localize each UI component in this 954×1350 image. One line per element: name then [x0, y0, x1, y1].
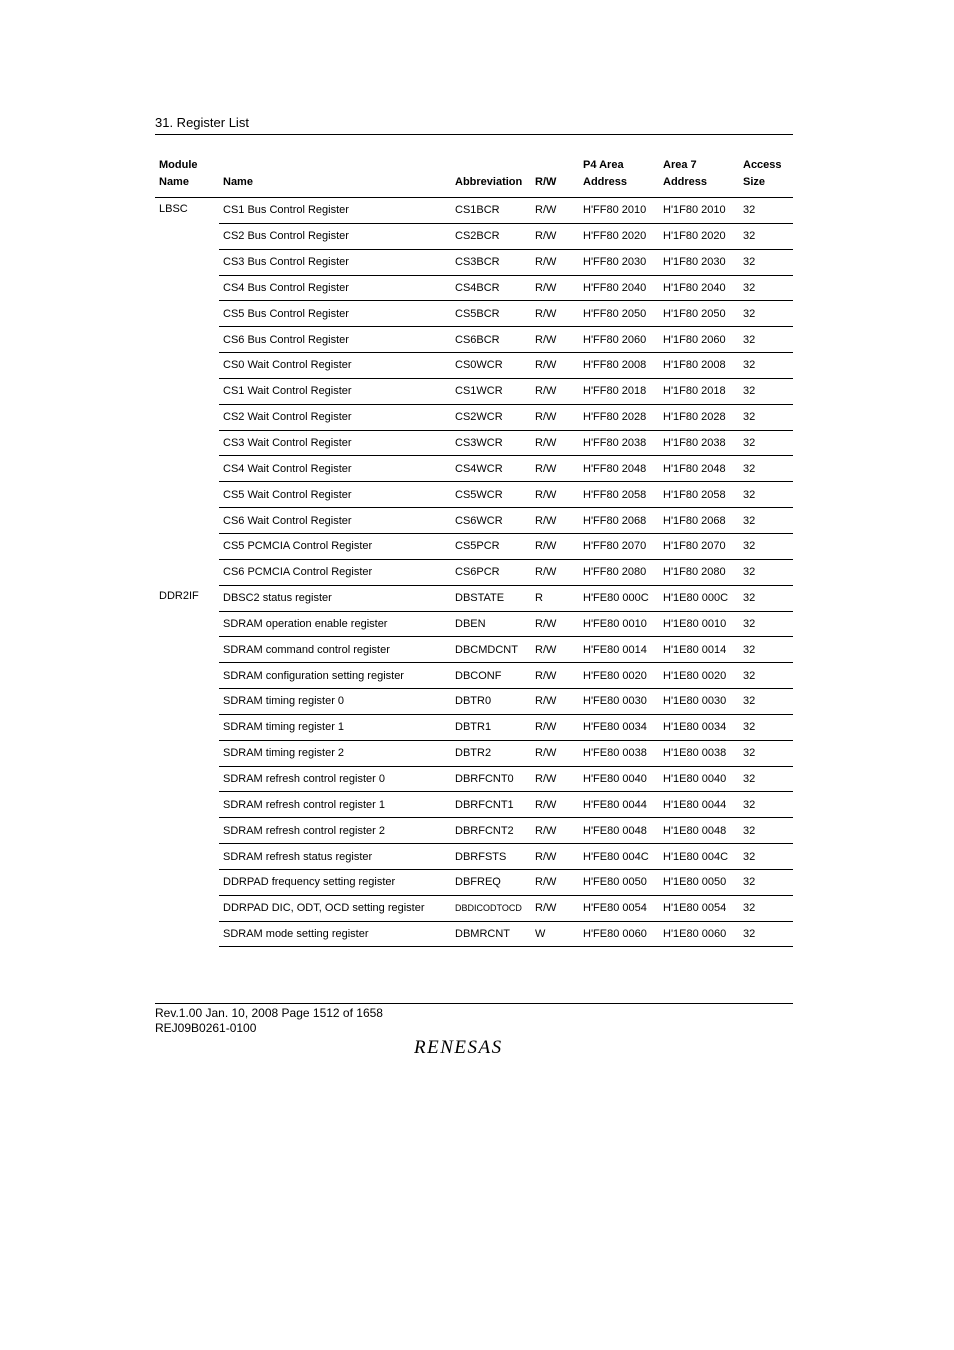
register-p4-address: H'FF80 2068: [579, 508, 659, 534]
register-name: CS0 Wait Control Register: [219, 353, 451, 379]
register-access-size: 32: [739, 456, 793, 482]
table-row: [155, 921, 793, 947]
register-access-size: 32: [739, 740, 793, 766]
table-row: [155, 198, 793, 224]
register-p4-address: H'FE80 0060: [579, 921, 659, 947]
register-area7-address: H'1F80 2048: [659, 456, 739, 482]
revision-info: Rev.1.00 Jan. 10, 2008 Page 1512 of 1658: [155, 1006, 383, 1020]
register-access-size: 32: [739, 353, 793, 379]
register-abbreviation: CS2BCR: [451, 223, 531, 249]
table-row: [155, 585, 793, 611]
register-abbreviation: DBCMDCNT: [451, 637, 531, 663]
register-area7-address: H'1E80 0048: [659, 818, 739, 844]
register-p4-address: H'FF80 2028: [579, 404, 659, 430]
register-name: CS3 Bus Control Register: [219, 249, 451, 275]
register-access-size: 32: [739, 585, 793, 611]
register-access-size: 32: [739, 921, 793, 947]
table-row: [155, 327, 793, 353]
table-row: [155, 740, 793, 766]
register-rw: R/W: [531, 818, 579, 844]
register-name: CS1 Bus Control Register: [219, 198, 451, 224]
register-access-size: 32: [739, 249, 793, 275]
renesas-logo: [414, 1036, 534, 1063]
register-p4-address: H'FF80 2018: [579, 378, 659, 404]
table-row: [155, 766, 793, 792]
table-row: [155, 275, 793, 301]
register-p4-address: H'FF80 2030: [579, 249, 659, 275]
register-name: CS4 Wait Control Register: [219, 456, 451, 482]
header-divider: [155, 134, 793, 135]
register-name: SDRAM timing register 2: [219, 740, 451, 766]
register-p4-address: H'FF80 2010: [579, 198, 659, 224]
register-p4-address: H'FE80 0034: [579, 714, 659, 740]
register-table: [155, 157, 793, 947]
register-access-size: 32: [739, 301, 793, 327]
register-rw: R/W: [531, 327, 579, 353]
register-abbreviation: CS0WCR: [451, 353, 531, 379]
register-name: SDRAM refresh control register 2: [219, 818, 451, 844]
document-number: REJ09B0261-0100: [155, 1021, 257, 1035]
register-rw: R/W: [531, 249, 579, 275]
register-access-size: 32: [739, 689, 793, 715]
register-area7-address: H'1F80 2018: [659, 378, 739, 404]
register-access-size: 32: [739, 792, 793, 818]
table-row: [155, 895, 793, 921]
table-row: [155, 714, 793, 740]
register-rw: R: [531, 585, 579, 611]
register-rw: R/W: [531, 223, 579, 249]
register-area7-address: H'1F80 2038: [659, 430, 739, 456]
table-header-row: [155, 157, 793, 198]
column-header-module: Module Name: [159, 159, 198, 188]
column-header-access-size: Access Size: [743, 159, 782, 188]
register-access-size: 32: [739, 198, 793, 224]
register-rw: R/W: [531, 456, 579, 482]
module-name: LBSC: [159, 203, 188, 215]
register-name: SDRAM configuration setting register: [219, 663, 451, 689]
register-p4-address: H'FF80 2058: [579, 482, 659, 508]
register-abbreviation: CS6BCR: [451, 327, 531, 353]
register-area7-address: H'1E80 0030: [659, 689, 739, 715]
svg-text:RENESAS: RENESAS: [414, 1037, 503, 1058]
register-p4-address: H'FE80 0030: [579, 689, 659, 715]
register-access-size: 32: [739, 533, 793, 559]
table-row: [155, 637, 793, 663]
register-name: SDRAM timing register 0: [219, 689, 451, 715]
table-row: [155, 663, 793, 689]
register-abbreviation: DBTR2: [451, 740, 531, 766]
register-access-size: 32: [739, 869, 793, 895]
register-p4-address: H'FF80 2080: [579, 559, 659, 585]
register-area7-address: H'1E80 0014: [659, 637, 739, 663]
register-p4-address: H'FE80 0038: [579, 740, 659, 766]
register-name: CS6 Wait Control Register: [219, 508, 451, 534]
column-header-area7-address: Area 7 Address: [663, 159, 708, 188]
table-row: [155, 559, 793, 585]
register-name: CS6 PCMCIA Control Register: [219, 559, 451, 585]
register-access-size: 32: [739, 559, 793, 585]
footer-divider: [155, 1003, 793, 1004]
register-rw: R/W: [531, 275, 579, 301]
register-p4-address: H'FF80 2038: [579, 430, 659, 456]
register-rw: R/W: [531, 198, 579, 224]
register-area7-address: H'1F80 2030: [659, 249, 739, 275]
register-area7-address: H'1F80 2060: [659, 327, 739, 353]
register-p4-address: H'FE80 004C: [579, 844, 659, 870]
register-name: CS1 Wait Control Register: [219, 378, 451, 404]
register-abbreviation: DBRFCNT1: [451, 792, 531, 818]
register-rw: R/W: [531, 766, 579, 792]
section-title: 31. Register List: [155, 115, 249, 130]
register-name: SDRAM operation enable register: [219, 611, 451, 637]
module-name: DDR2IF: [159, 590, 199, 603]
register-p4-address: H'FE80 0014: [579, 637, 659, 663]
register-rw: R/W: [531, 378, 579, 404]
register-area7-address: H'1E80 0040: [659, 766, 739, 792]
register-abbreviation: DBCONF: [451, 663, 531, 689]
register-area7-address: H'1F80 2028: [659, 404, 739, 430]
register-access-size: 32: [739, 895, 793, 921]
table-row: [155, 689, 793, 715]
register-name: CS5 Bus Control Register: [219, 301, 451, 327]
register-name: SDRAM mode setting register: [219, 921, 451, 947]
register-abbreviation: DBEN: [451, 611, 531, 637]
table-row: [155, 223, 793, 249]
register-p4-address: H'FE80 0048: [579, 818, 659, 844]
register-rw: R/W: [531, 508, 579, 534]
register-p4-address: H'FE80 0054: [579, 895, 659, 921]
register-abbreviation: DBTR1: [451, 714, 531, 740]
register-abbreviation: DBSTATE: [451, 585, 531, 611]
register-area7-address: H'1E80 000C: [659, 585, 739, 611]
register-access-size: 32: [739, 430, 793, 456]
register-area7-address: H'1E80 0038: [659, 740, 739, 766]
register-rw: R/W: [531, 559, 579, 585]
register-area7-address: H'1F80 2080: [659, 559, 739, 585]
register-name: CS2 Bus Control Register: [219, 223, 451, 249]
register-area7-address: H'1F80 2050: [659, 301, 739, 327]
table-row: [155, 611, 793, 637]
register-area7-address: H'1F80 2020: [659, 223, 739, 249]
register-p4-address: H'FF80 2008: [579, 353, 659, 379]
table-row: [155, 792, 793, 818]
register-abbreviation: CS5WCR: [451, 482, 531, 508]
table-row: [155, 353, 793, 379]
register-abbreviation: CS6PCR: [451, 559, 531, 585]
register-p4-address: H'FE80 0050: [579, 869, 659, 895]
table-row: [155, 404, 793, 430]
register-rw: R/W: [531, 533, 579, 559]
register-access-size: 32: [739, 818, 793, 844]
table-row: [155, 508, 793, 534]
register-name: DDRPAD frequency setting register: [219, 869, 451, 895]
register-access-size: 32: [739, 766, 793, 792]
register-name: CS3 Wait Control Register: [219, 430, 451, 456]
register-abbreviation: CS3BCR: [451, 249, 531, 275]
register-area7-address: H'1E80 004C: [659, 844, 739, 870]
register-abbreviation: CS1WCR: [451, 378, 531, 404]
register-abbreviation: CS4WCR: [451, 456, 531, 482]
register-p4-address: H'FE80 0044: [579, 792, 659, 818]
register-name: CS2 Wait Control Register: [219, 404, 451, 430]
register-abbreviation: DBRFCNT0: [451, 766, 531, 792]
column-header-abbreviation: Abbreviation: [455, 176, 523, 188]
register-rw: R/W: [531, 663, 579, 689]
register-rw: R/W: [531, 611, 579, 637]
column-header-p4-address: P4 Area Address: [583, 159, 628, 188]
register-rw: R/W: [531, 740, 579, 766]
register-abbreviation: CS2WCR: [451, 404, 531, 430]
register-area7-address: H'1F80 2068: [659, 508, 739, 534]
register-area7-address: H'1F80 2010: [659, 198, 739, 224]
register-access-size: 32: [739, 223, 793, 249]
register-rw: R/W: [531, 301, 579, 327]
register-access-size: 32: [739, 327, 793, 353]
register-access-size: 32: [739, 663, 793, 689]
table-row: [155, 301, 793, 327]
register-area7-address: H'1E80 0054: [659, 895, 739, 921]
register-rw: R/W: [531, 353, 579, 379]
register-area7-address: H'1E80 0060: [659, 921, 739, 947]
column-header-rw: R/W: [535, 176, 557, 188]
register-name: SDRAM command control register: [219, 637, 451, 663]
register-access-size: 32: [739, 611, 793, 637]
register-name: SDRAM timing register 1: [219, 714, 451, 740]
register-abbreviation: DBFREQ: [451, 869, 531, 895]
register-area7-address: H'1F80 2058: [659, 482, 739, 508]
table-row: [155, 844, 793, 870]
register-abbreviation: DBMRCNT: [451, 921, 531, 947]
register-rw: W: [531, 921, 579, 947]
table-row: [155, 378, 793, 404]
register-p4-address: H'FF80 2070: [579, 533, 659, 559]
register-area7-address: H'1E80 0010: [659, 611, 739, 637]
register-abbreviation: DBRFCNT2: [451, 818, 531, 844]
table-row: [155, 456, 793, 482]
register-rw: R/W: [531, 430, 579, 456]
register-abbreviation: CS3WCR: [451, 430, 531, 456]
register-access-size: 32: [739, 637, 793, 663]
table-row: [155, 430, 793, 456]
register-access-size: 32: [739, 378, 793, 404]
register-abbreviation: CS1BCR: [451, 198, 531, 224]
register-rw: R/W: [531, 689, 579, 715]
register-area7-address: H'1E80 0050: [659, 869, 739, 895]
register-rw: R/W: [531, 637, 579, 663]
register-name: CS4 Bus Control Register: [219, 275, 451, 301]
register-p4-address: H'FF80 2060: [579, 327, 659, 353]
register-p4-address: H'FE80 0020: [579, 663, 659, 689]
register-access-size: 32: [739, 482, 793, 508]
register-area7-address: H'1F80 2070: [659, 533, 739, 559]
register-area7-address: H'1E80 0020: [659, 663, 739, 689]
register-access-size: 32: [739, 275, 793, 301]
register-p4-address: H'FE80 0010: [579, 611, 659, 637]
register-area7-address: H'1E80 0034: [659, 714, 739, 740]
register-abbreviation: CS4BCR: [451, 275, 531, 301]
register-rw: R/W: [531, 482, 579, 508]
register-name: SDRAM refresh status register: [219, 844, 451, 870]
register-access-size: 32: [739, 844, 793, 870]
register-p4-address: H'FF80 2050: [579, 301, 659, 327]
register-p4-address: H'FE80 000C: [579, 585, 659, 611]
register-abbreviation: CS6WCR: [451, 508, 531, 534]
register-abbreviation: CS5BCR: [451, 301, 531, 327]
register-name: CS6 Bus Control Register: [219, 327, 451, 353]
register-area7-address: H'1F80 2008: [659, 353, 739, 379]
register-rw: R/W: [531, 714, 579, 740]
table-row: [155, 818, 793, 844]
register-name: DBSC2 status register: [219, 585, 451, 611]
register-p4-address: H'FF80 2020: [579, 223, 659, 249]
register-abbreviation: DBTR0: [451, 689, 531, 715]
register-name: SDRAM refresh control register 0: [219, 766, 451, 792]
register-area7-address: H'1F80 2040: [659, 275, 739, 301]
register-abbreviation: DBRFSTS: [451, 844, 531, 870]
register-access-size: 32: [739, 404, 793, 430]
register-rw: R/W: [531, 869, 579, 895]
register-p4-address: H'FE80 0040: [579, 766, 659, 792]
table-row: [155, 869, 793, 895]
register-rw: R/W: [531, 792, 579, 818]
column-header-name: Name: [223, 176, 253, 188]
register-abbreviation: DBDICODTOCD: [451, 895, 531, 921]
register-name: CS5 PCMCIA Control Register: [219, 533, 451, 559]
table-row: [155, 482, 793, 508]
register-rw: R/W: [531, 844, 579, 870]
register-access-size: 32: [739, 508, 793, 534]
register-name: CS5 Wait Control Register: [219, 482, 451, 508]
table-row: [155, 533, 793, 559]
register-p4-address: H'FF80 2040: [579, 275, 659, 301]
register-p4-address: H'FF80 2048: [579, 456, 659, 482]
table-row: [155, 249, 793, 275]
register-name: SDRAM refresh control register 1: [219, 792, 451, 818]
register-rw: R/W: [531, 895, 579, 921]
register-rw: R/W: [531, 404, 579, 430]
register-name: DDRPAD DIC, ODT, OCD setting register: [219, 895, 451, 921]
register-access-size: 32: [739, 714, 793, 740]
register-area7-address: H'1E80 0044: [659, 792, 739, 818]
register-abbreviation: CS5PCR: [451, 533, 531, 559]
